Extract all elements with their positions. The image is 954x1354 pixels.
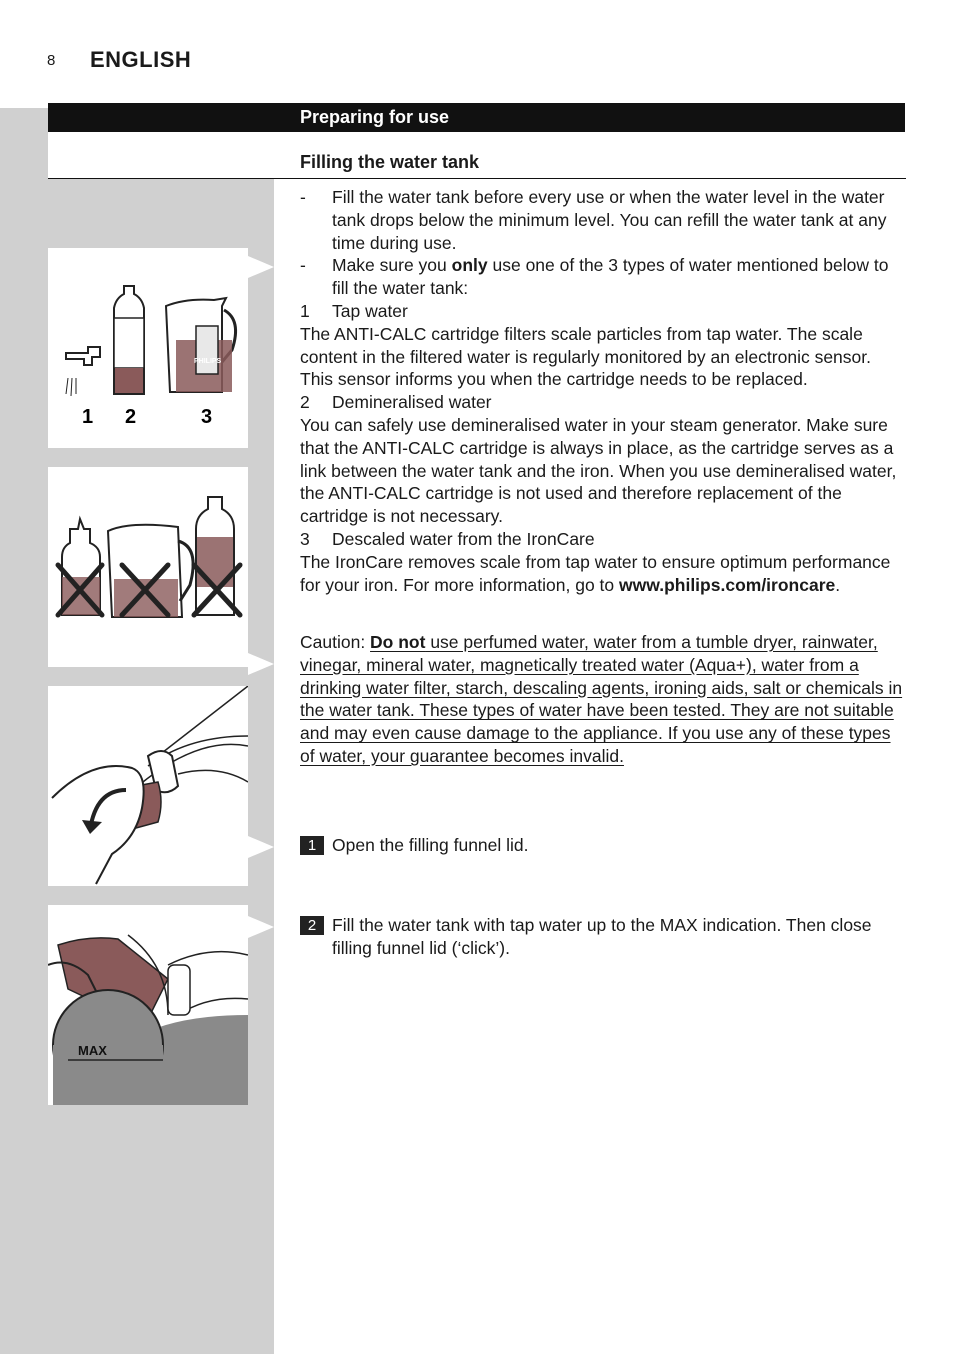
forbidden-waters-illustration [48,467,248,667]
figure-forbidden-waters [48,467,248,667]
figure-pointer [248,836,274,858]
fill-max-illustration [48,905,248,1105]
max-label: MAX [78,1043,107,1058]
water-type-heading [300,528,906,551]
water-type-number: 3 [300,528,310,549]
bullet-text-bold: only [451,255,488,276]
sidebar-gap [48,132,274,178]
open-lid-illustration [48,686,248,886]
ironcare-link[interactable]: www.philips.com/ironcare [619,574,836,595]
caution-label: Caution: [300,632,371,652]
figure-fill-to-max [48,905,248,1105]
step-number-badge: 2 [300,916,324,935]
water-type-heading [300,391,906,414]
figure-open-funnel-lid [48,686,248,886]
step-number-badge: 1 [300,836,324,855]
section-bar [48,103,905,132]
caution-notice [300,631,906,768]
instruction-body [300,186,906,596]
section-title: Preparing for use [300,107,450,127]
caution-bold: Do not [370,632,426,652]
water-type-title: Tap water [332,300,408,321]
step-item [300,914,906,960]
step-text: Fill the water tank with tap water up to the MAX indication. Then close filling funnel lid (‘click’). [332,915,872,958]
figure-label: 2 [125,406,137,428]
figure-pointer [248,653,274,675]
figure-pointer [248,916,274,938]
bullet-text-post: use one of the 3 types of water mentioned below to fill the water tank: [332,255,889,299]
water-types-illustration [48,248,248,448]
bullet-item: - Fill the water tank before every use or when the water level in the water tank drops below the minimum level. You can refill the water tank at any time during use. [300,187,887,253]
step-text: Open the filling funnel lid. [332,835,529,855]
bullet-text-pre: Make sure you [332,255,452,276]
water-type-title: Demineralised water [332,392,492,413]
figure-water-types [48,248,248,448]
water-type-description: You can safely use demineralised water in your steam generator. Make sure that the ANTI-CALC cartridge is always in place, as the cartridge serves as a link between the water tank and the iron. When you use demineralised water, the ANTI-CALC cartridge is not used and therefore replacement of the cartridge is not necessary. [300,414,897,527]
tap-icon [66,347,100,365]
water-type-description: The ANTI-CALC cartridge filters scale particles from tap water. The scale content in the filtered water is regularly monitored by an electronic sensor. This sensor informs you when the cartridge needs to be replaced. [300,323,871,390]
water-type-number: 2 [300,392,310,413]
water-type-number: 1 [300,300,310,321]
subsection-title: Filling the water tank [300,152,480,172]
brand-label: PHILIPS [194,358,222,365]
water-type-description: The IronCare removes scale from tap water to ensure optimum performance for your iron. For more information, go to www.philips.com/ironcare. [300,551,891,595]
water-type-heading [300,300,906,323]
figure-pointer [248,256,274,278]
figure-label: 3 [201,406,213,428]
figure-label: 1 [82,406,94,428]
subsection-rule [48,178,906,179]
caution-text: use perfumed water, water from a tumble dryer, rainwater, vinegar, mineral water, magnetically treated water (Aqua+), water from a drinking water filter, starch, descaling agents, ironing aids, salt or chemicals in the water tank. These types of water have been tested. They are not suitable and may even cause damage to the appliance. If you use any of these types of water, your guarantee becomes invalid. [300,632,903,766]
language-heading: ENGLISH [90,47,192,72]
bullet-text: Fill the water tank before every use or when the water level in the water tank drops below the minimum level. You can refill the water tank at any time during use. [332,187,887,253]
water-type-title: Descaled water from the IronCare [332,528,595,549]
water-stream-icon [66,378,76,396]
bullet-item: - Make sure you only use one of the 3 types of water mentioned below to fill the water tank: [300,255,889,299]
step-item [300,834,906,857]
page-number: 8 [47,52,56,69]
